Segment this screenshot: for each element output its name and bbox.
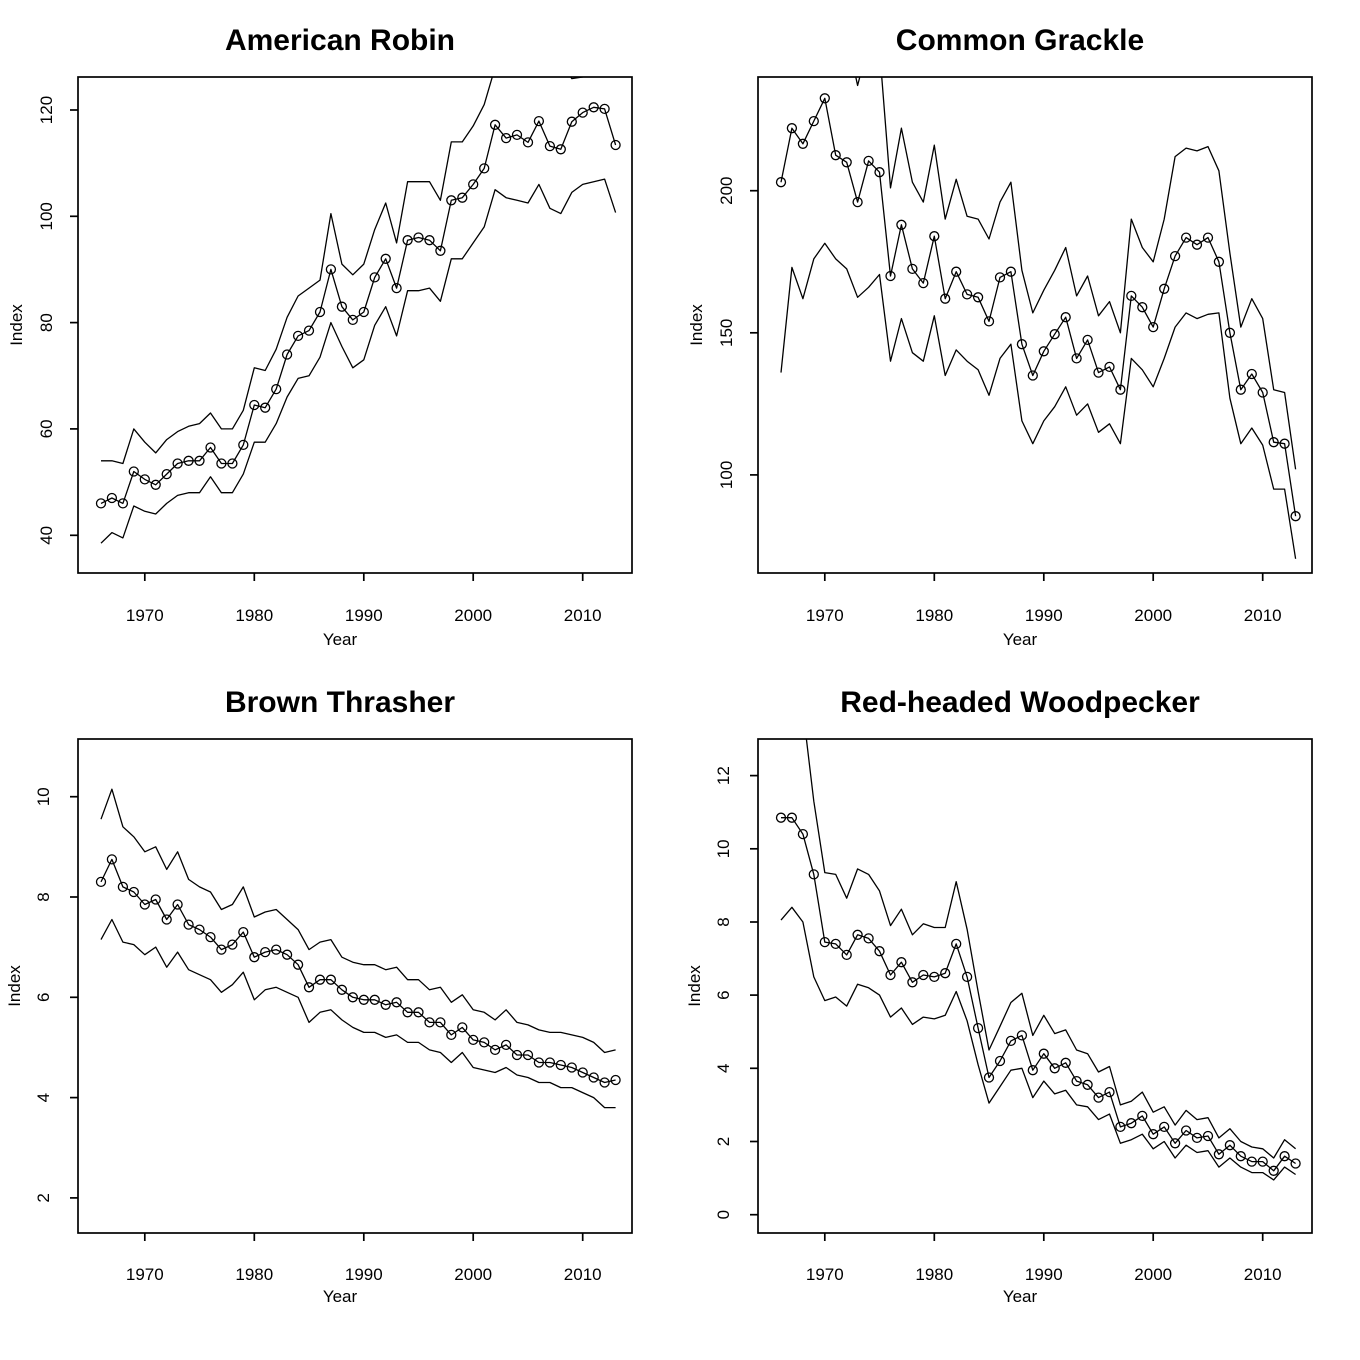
plot-canvas-red-headed-woodpecker bbox=[680, 680, 1360, 1360]
y-axis-tick-label: 0 bbox=[714, 1209, 733, 1220]
y-axis-tick-label: 6 bbox=[714, 990, 733, 1000]
x-axis-tick-label: 1980 bbox=[915, 1265, 954, 1284]
plot-canvas-common-grackle bbox=[680, 0, 1360, 680]
x-axis-tick-label: 1980 bbox=[235, 606, 274, 625]
y-axis-tick-label: 100 bbox=[37, 202, 56, 231]
index-line bbox=[101, 859, 616, 1082]
x-axis-tick-label: 1990 bbox=[344, 606, 383, 625]
y-axis-tick-label: 10 bbox=[34, 787, 53, 807]
y-axis-tick-label: 40 bbox=[37, 525, 56, 545]
plot-canvas-american-robin bbox=[0, 0, 680, 680]
x-axis-tick-label: 1970 bbox=[125, 1265, 164, 1284]
y-axis-label: Index bbox=[5, 965, 24, 1007]
series-group bbox=[97, 789, 621, 1107]
y-axis-tick-label: 60 bbox=[37, 419, 56, 439]
chart-title-brown-thrasher: Brown Thrasher bbox=[224, 686, 456, 719]
y-axis-tick-label: 80 bbox=[37, 313, 56, 333]
y-axis-tick-label: 12 bbox=[714, 766, 733, 786]
series-group bbox=[97, 46, 621, 543]
y-axis-tick-label: 2 bbox=[714, 1136, 733, 1147]
lower-ci-line bbox=[781, 243, 1296, 559]
x-axis-tick-label: 2010 bbox=[563, 606, 602, 625]
upper-ci-line bbox=[101, 789, 616, 1052]
index-line bbox=[781, 818, 1296, 1171]
panel-red-headed-woodpecker bbox=[680, 680, 1360, 1360]
x-axis-tick-label: 2000 bbox=[454, 1265, 493, 1284]
lower-ci-line bbox=[101, 179, 616, 543]
index-line bbox=[781, 98, 1296, 516]
x-axis-tick-label: 1990 bbox=[344, 1265, 383, 1284]
data-point-marker bbox=[97, 877, 106, 886]
x-axis-tick-label: 2010 bbox=[1243, 606, 1282, 625]
y-axis-tick-label: 150 bbox=[717, 318, 736, 347]
x-axis-label: Year bbox=[322, 630, 358, 649]
x-axis-label: Year bbox=[1002, 1287, 1038, 1306]
x-axis-tick-label: 2000 bbox=[1134, 606, 1173, 625]
chart-title-american-robin: American Robin bbox=[224, 24, 456, 57]
panel-brown-thrasher bbox=[0, 680, 680, 1360]
y-axis-tick-label: 100 bbox=[717, 460, 736, 490]
x-axis-tick-label: 1970 bbox=[125, 606, 164, 625]
upper-ci-line bbox=[101, 46, 616, 463]
y-axis-tick-label: 10 bbox=[714, 839, 733, 859]
x-axis-tick-label: 2000 bbox=[1134, 1265, 1173, 1284]
x-axis-tick-label: 1990 bbox=[1024, 1265, 1063, 1284]
chart-title-red-headed-woodpecker: Red-headed Woodpecker bbox=[840, 686, 1200, 719]
plot-box bbox=[78, 77, 632, 573]
series-group bbox=[777, 680, 1301, 1180]
x-axis-tick-label: 1970 bbox=[805, 1265, 844, 1284]
x-axis-tick-label: 1990 bbox=[1024, 606, 1063, 625]
lower-ci-line bbox=[781, 907, 1296, 1180]
y-axis-tick-label: 4 bbox=[34, 1092, 53, 1103]
x-axis-tick-label: 1980 bbox=[915, 606, 954, 625]
x-axis-tick-label: 2010 bbox=[563, 1265, 602, 1284]
y-axis-tick-label: 8 bbox=[714, 917, 733, 927]
y-axis-tick-label: 8 bbox=[34, 892, 53, 902]
plot-canvas-brown-thrasher bbox=[0, 680, 680, 1360]
y-axis-label: Index bbox=[687, 304, 706, 346]
lower-ci-line bbox=[101, 920, 616, 1108]
index-line bbox=[101, 107, 616, 503]
y-axis-tick-label: 2 bbox=[34, 1193, 53, 1203]
chart-title-common-grackle: Common Grackle bbox=[895, 24, 1145, 57]
y-axis-label: Index bbox=[685, 965, 704, 1007]
y-axis-tick-label: 6 bbox=[34, 992, 53, 1003]
x-axis-tick-label: 2000 bbox=[454, 606, 493, 625]
x-axis-tick-label: 2010 bbox=[1243, 1265, 1282, 1284]
panel-american-robin bbox=[0, 0, 680, 680]
x-axis-tick-label: 1970 bbox=[805, 606, 844, 625]
y-axis-tick-label: 4 bbox=[714, 1063, 733, 1074]
panel-common-grackle bbox=[680, 0, 1360, 680]
y-axis-tick-label: 120 bbox=[37, 95, 56, 125]
x-axis-label: Year bbox=[322, 1287, 358, 1306]
y-axis-tick-label: 200 bbox=[717, 176, 736, 205]
plot-box bbox=[78, 739, 632, 1233]
upper-ci-line bbox=[781, 680, 1296, 1158]
upper-ci-line bbox=[781, 0, 1296, 469]
y-axis-label: Index bbox=[7, 304, 26, 346]
x-axis-tick-label: 1980 bbox=[235, 1265, 274, 1284]
series-group bbox=[777, 0, 1301, 559]
x-axis-label: Year bbox=[1002, 630, 1038, 649]
